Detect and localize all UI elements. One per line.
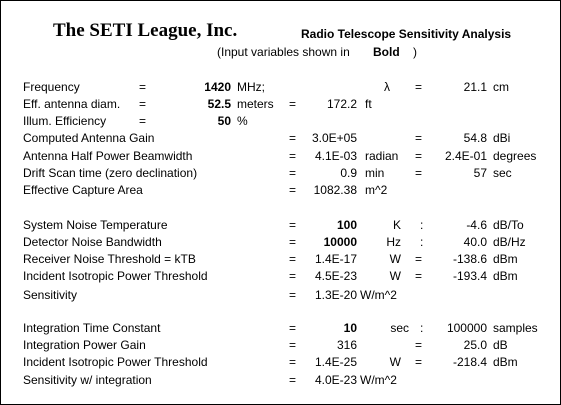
integration-tc-label: Integration Time Constant — [23, 321, 161, 335]
integration-gain-db-unit: dB — [493, 338, 508, 352]
antenna-diam-ft-equals: = — [289, 97, 297, 111]
integration-tc-separator: : — [420, 321, 424, 335]
wavelength-value[interactable]: 21.1 — [463, 80, 487, 94]
sensitivity-value[interactable]: 1.3E-20 — [314, 288, 357, 302]
integration-tc-samples-value[interactable]: 100000 — [446, 321, 487, 335]
iso-power-int-value[interactable]: 1.4E-25 — [314, 355, 357, 369]
beamwidth-deg-unit: degrees — [493, 149, 537, 163]
integration-tc-samples-unit: samples — [493, 321, 538, 335]
antenna-diam-unit: meters — [237, 97, 274, 111]
noise-temp-equals: = — [289, 218, 297, 232]
iso-power-int-dbm-value[interactable]: -218.4 — [452, 355, 487, 369]
antenna-diam-input-cell[interactable]: 52.5 — [207, 97, 231, 111]
drift-scan-label: Drift Scan time (zero declination) — [23, 166, 198, 180]
illum-eff-input-cell[interactable]: 50 — [217, 114, 231, 128]
noise-temp-unit: K — [392, 218, 401, 232]
iso-power-dbm-unit: dBm — [493, 269, 518, 283]
drift-scan-sec-equals: = — [415, 166, 423, 180]
antenna-diam-equals: = — [139, 97, 147, 111]
capture-area-equals: = — [289, 183, 297, 197]
drift-scan-min-unit: min — [365, 166, 385, 180]
noise-temp-separator: : — [420, 218, 424, 232]
drift-scan-min-value[interactable]: 0.9 — [340, 166, 357, 180]
noise-bw-db-value[interactable]: 40.0 — [463, 235, 487, 249]
wavelength-equals: = — [415, 80, 423, 94]
noise-temp-db-value[interactable]: -4.6 — [466, 218, 487, 232]
noise-threshold-dbm-unit: dBm — [493, 252, 518, 266]
illum-eff-unit: % — [237, 114, 248, 128]
iso-power-equals: = — [289, 269, 297, 283]
sheet-title: Radio Telescope Sensitivity Analysis — [301, 27, 512, 41]
antenna-gain-value[interactable]: 3.0E+05 — [311, 131, 357, 145]
beamwidth-label: Antenna Half Power Beamwidth — [23, 149, 193, 163]
drift-scan-equals: = — [289, 166, 297, 180]
sensitivity-int-label: Sensitivity w/ integration — [23, 373, 152, 387]
beamwidth-radian-unit: radian — [365, 149, 399, 163]
antenna-gain-db-value[interactable]: 54.8 — [463, 131, 487, 145]
noise-bw-unit: Hz — [386, 235, 401, 249]
iso-power-int-unit: W — [389, 355, 401, 369]
frequency-unit: MHz; — [237, 80, 265, 94]
noise-bw-input-cell[interactable]: 10000 — [323, 235, 357, 249]
sensitivity-int-unit: W/m^2 — [360, 373, 397, 387]
drift-scan-sec-unit: sec — [493, 166, 512, 180]
integration-gain-label: Integration Power Gain — [23, 338, 146, 352]
antenna-gain-equals: = — [289, 131, 297, 145]
noise-temp-db-unit: dB/To — [493, 218, 524, 232]
antenna-diam-ft-unit: ft — [365, 97, 372, 111]
noise-bw-separator: : — [420, 235, 424, 249]
iso-power-value[interactable]: 4.5E-23 — [314, 269, 357, 283]
sensitivity-label: Sensitivity — [23, 288, 78, 302]
capture-area-value[interactable]: 1082.38 — [313, 183, 357, 197]
beamwidth-deg-equals: = — [415, 149, 423, 163]
sensitivity-int-equals: = — [289, 373, 297, 387]
input-note-bold: Bold — [373, 45, 400, 59]
drift-scan-sec-value[interactable]: 57 — [473, 166, 487, 180]
noise-bw-label: Detector Noise Bandwidth — [23, 235, 162, 249]
noise-threshold-value[interactable]: 1.4E-17 — [314, 252, 357, 266]
noise-threshold-unit: W — [389, 252, 401, 266]
sensitivity-int-value[interactable]: 4.0E-23 — [314, 373, 357, 387]
noise-threshold-equals: = — [289, 252, 297, 266]
beamwidth-radian-value[interactable]: 4.1E-03 — [314, 149, 357, 163]
sensitivity-unit: W/m^2 — [360, 288, 397, 302]
input-note-suffix: ) — [413, 45, 417, 59]
org-title: The SETI League, Inc. — [53, 20, 238, 41]
capture-area-unit: m^2 — [365, 183, 388, 197]
antenna-gain-db-equals: = — [415, 131, 423, 145]
iso-power-unit: W — [389, 269, 401, 283]
sensitivity-equals: = — [289, 288, 297, 302]
iso-power-dbm-value[interactable]: -193.4 — [452, 269, 487, 283]
iso-power-label: Incident Isotropic Power Threshold — [23, 269, 208, 283]
illum-eff-equals: = — [139, 114, 147, 128]
beamwidth-deg-value[interactable]: 2.4E-01 — [444, 149, 487, 163]
integration-gain-db-equals: = — [415, 338, 423, 352]
noise-threshold-label: Receiver Noise Threshold = kTB — [23, 252, 196, 266]
integration-tc-equals: = — [289, 321, 297, 335]
frequency-label: Frequency — [23, 80, 80, 94]
antenna-gain-label: Computed Antenna Gain — [23, 131, 155, 145]
frequency-equals: = — [139, 80, 147, 94]
beamwidth-equals: = — [289, 149, 297, 163]
antenna-diam-ft-value[interactable]: 172.2 — [326, 97, 357, 111]
iso-power-dbm-equals: = — [415, 269, 423, 283]
wavelength-unit: cm — [493, 80, 509, 94]
frequency-input-cell[interactable]: 1420 — [204, 80, 231, 94]
wavelength-symbol: λ — [384, 80, 390, 94]
noise-threshold-dbm-equals: = — [415, 252, 423, 266]
iso-power-int-equals: = — [289, 355, 297, 369]
noise-bw-db-unit: dB/Hz — [493, 235, 526, 249]
integration-tc-input-cell[interactable]: 10 — [343, 321, 357, 335]
input-note-prefix: (Input variables shown in — [217, 45, 350, 59]
integration-tc-unit: sec — [390, 321, 409, 335]
iso-power-int-label: Incident Isotropic Power Threshold — [23, 355, 208, 369]
capture-area-label: Effective Capture Area — [23, 183, 143, 197]
noise-bw-equals: = — [289, 235, 297, 249]
noise-temp-input-cell[interactable]: 100 — [336, 218, 357, 232]
noise-temp-label: System Noise Temperature — [23, 218, 168, 232]
integration-gain-value[interactable]: 316 — [336, 338, 357, 352]
integration-gain-equals: = — [289, 338, 297, 352]
iso-power-int-dbm-equals: = — [415, 355, 423, 369]
antenna-gain-db-unit: dBi — [493, 131, 511, 145]
illum-eff-label: Illum. Efficiency — [23, 114, 107, 128]
integration-gain-db-value[interactable]: 25.0 — [463, 338, 487, 352]
antenna-diam-label: Eff. antenna diam. — [23, 97, 121, 111]
iso-power-int-dbm-unit: dBm — [493, 355, 518, 369]
noise-threshold-dbm-value[interactable]: -138.6 — [452, 252, 487, 266]
